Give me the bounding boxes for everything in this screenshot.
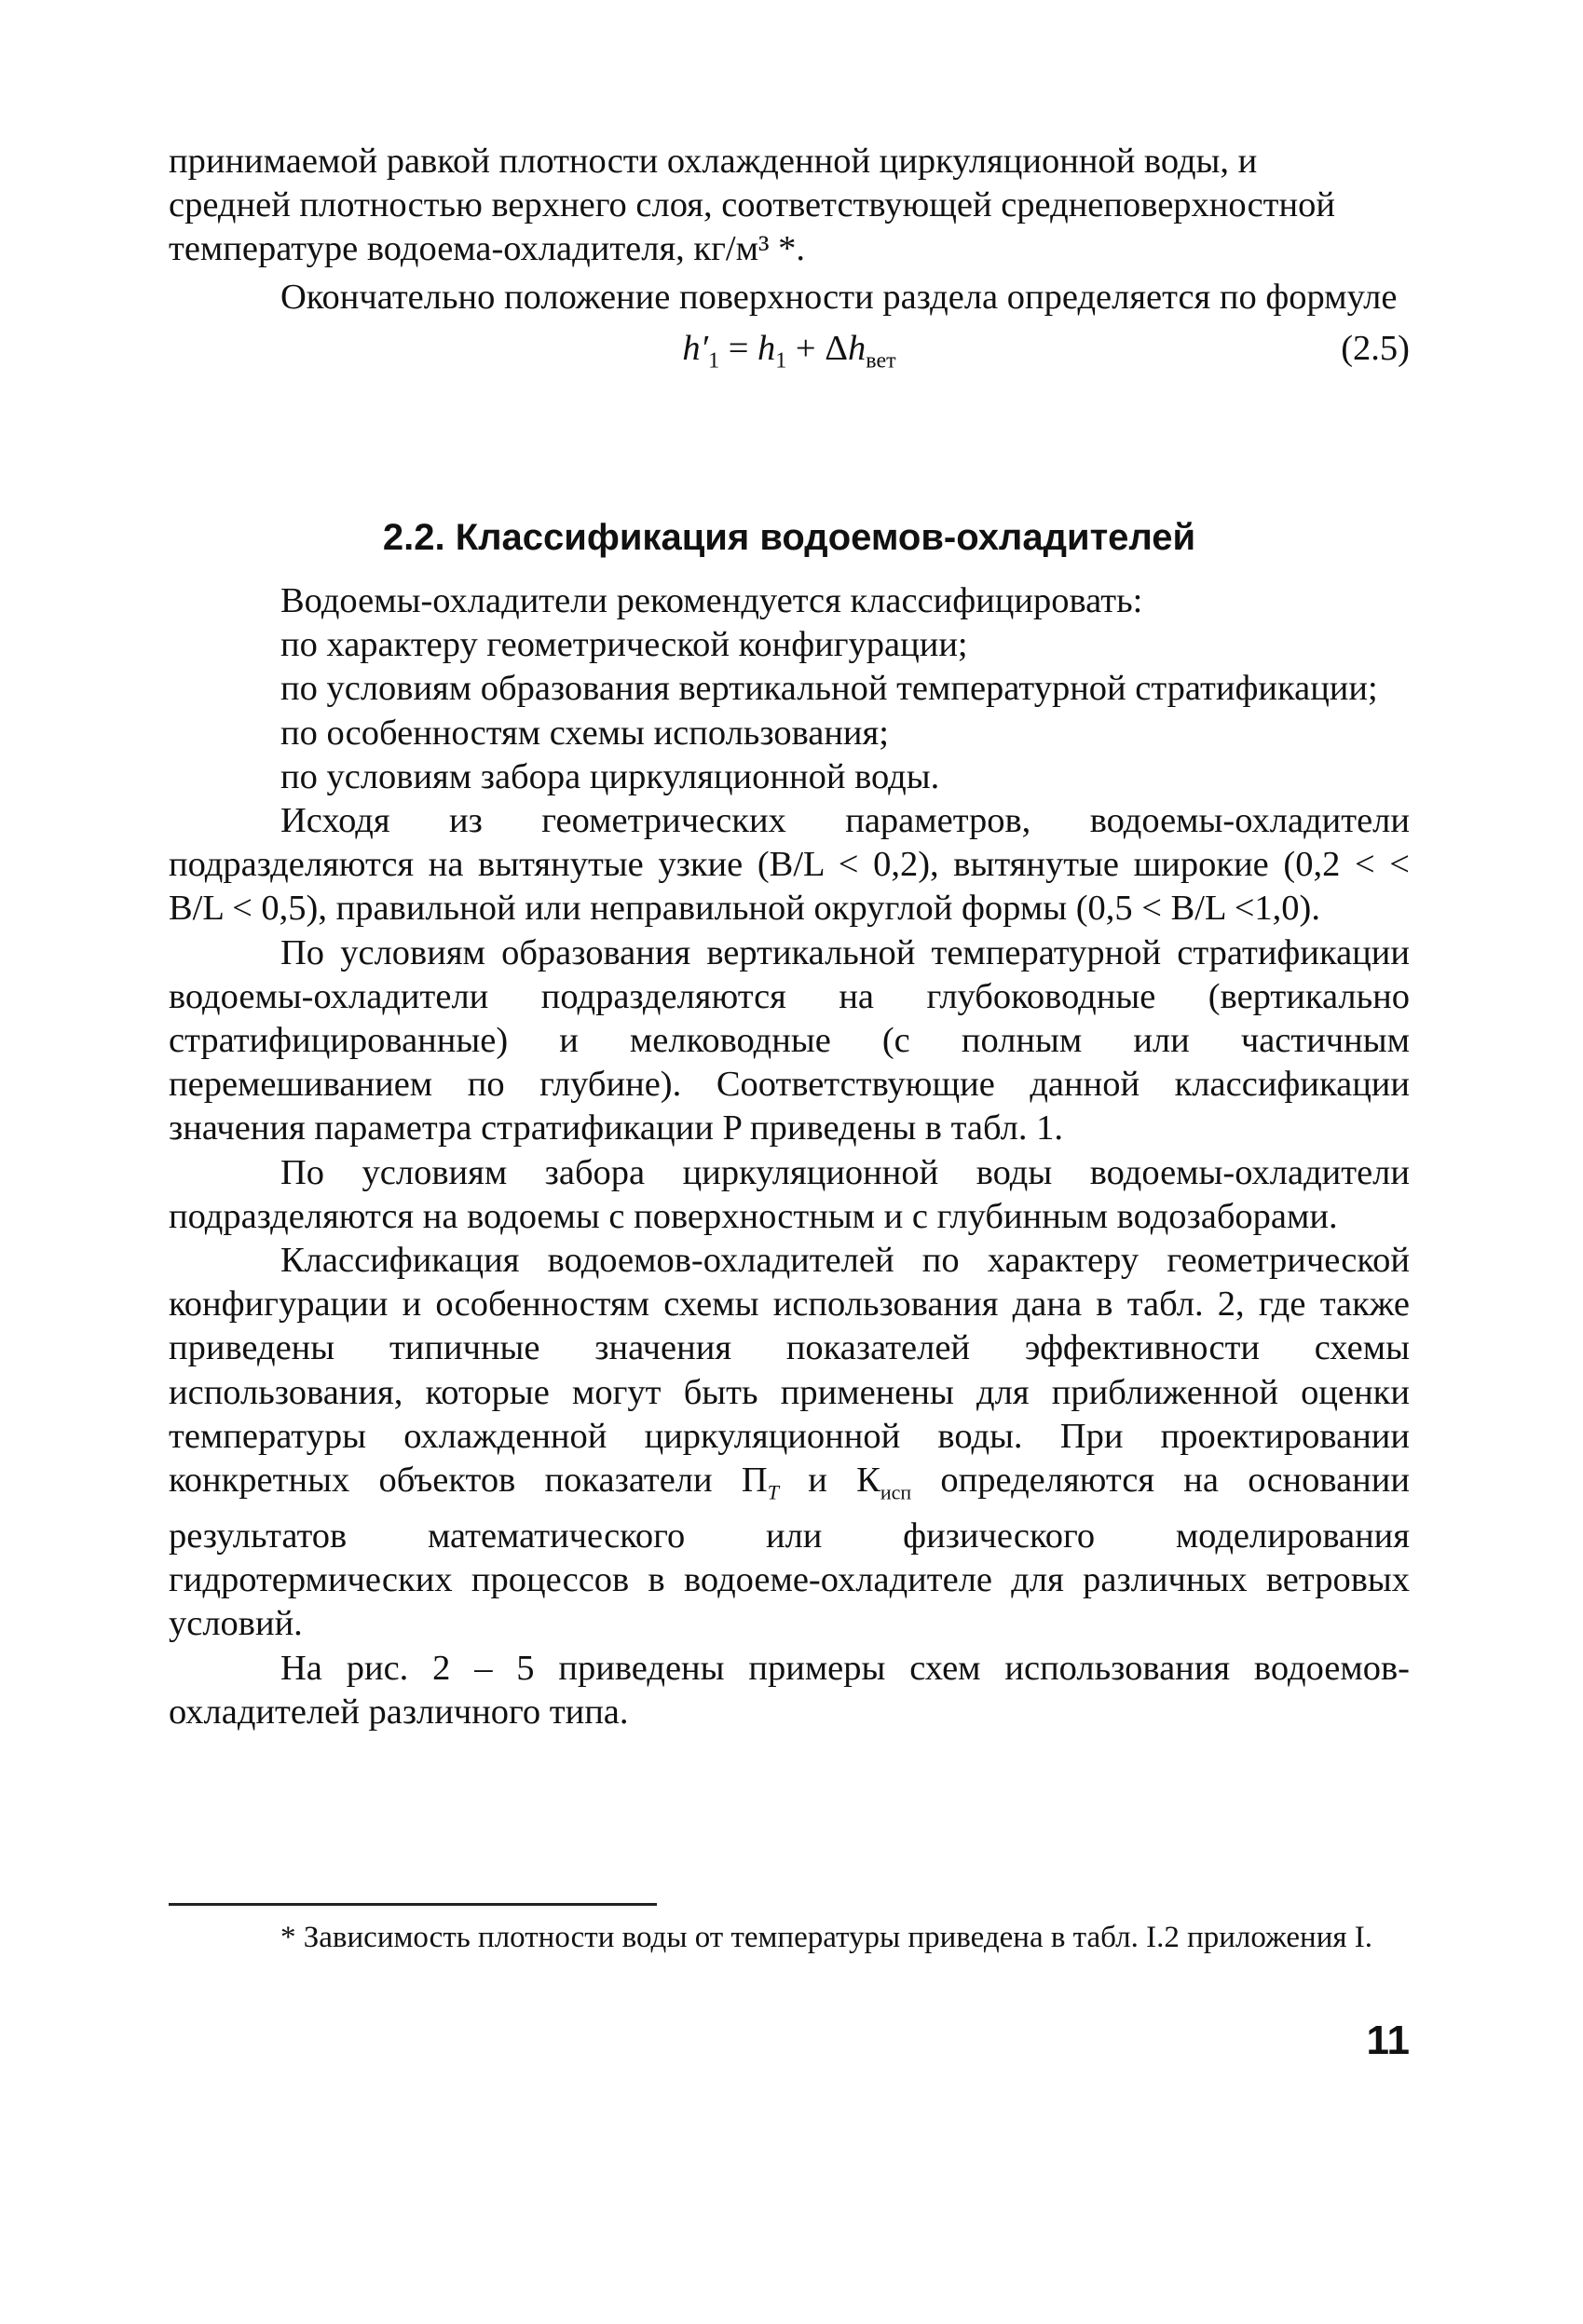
section-heading: 2.2. Классификация водоемов-охладителей [382, 517, 1196, 558]
equation-number: (2.5) [1341, 328, 1410, 368]
criteria-item: по условиям образования вертикальной температурной стратификации; [280, 669, 1378, 709]
criteria-item: по условиям забора циркуляционной воды. [280, 756, 940, 796]
criteria-item: по особенностям схемы использования; [280, 713, 889, 753]
paragraph-intake: По условиям забора циркуляционной воды водоемы-охладители подразделяются на водоемы с поверхностным и с глубинным водозаборами. [169, 1152, 1410, 1236]
footnote-divider [169, 1903, 657, 1906]
classify-intro: Водоемы-охладители рекомендуется классифицировать: [280, 581, 1143, 620]
body-text-top [169, 140, 1410, 394]
criteria-item: по характеру геометрической конфигурации; [280, 625, 968, 665]
paragraph-final-position: Окончательно положение поверхности раздела определяется по формуле [280, 277, 1398, 317]
paragraph-line: температуре водоема-охладителя, кг/м³ *. [169, 229, 806, 269]
footnote: * Зависимость плотности воды от температуры приведена в табл. I.2 приложения I. [280, 1921, 1373, 1954]
paragraph-stratification: По условиям образования вертикальной температурной стратификации водоемы-охладители подразделяются на глубоководные (вертикально стратифицированные) и мелководные (с полным или частичным перемешиванием по глубине). Соответствующие данной классификации значения параметра стратификации P приведены в табл. 1. [169, 932, 1410, 1148]
paragraph-line: принимаемой равкой плотности охлажденной циркуляционной воды, и [169, 142, 1258, 181]
page-number: 11 [1366, 2018, 1410, 2063]
formula-row [169, 325, 1410, 394]
formula-2-5: $h'_1 = h_1 + \Delta h_{вет}$ [682, 328, 896, 374]
paragraph-table2: Классификация водоемов-охладителей по характеру геометрической конфигурации и особенностям схемы использования дана в табл. 2, где также приведены типичные значения показателей эффективности схемы использования, которые могут быть применены для приближенной оценки температуры охлажденной циркуляционной воды. При проектировании конкретных объектов показатели $П_T$ и $К_{исп}$ определяются на основании результатов математического или физического моделирования гидротермических процессов в водоеме-охладителе для различных ветровых условий. [169, 1241, 1410, 1644]
paragraph-line: средней плотностью верхнего слоя, соответствующей среднеповерхностной [169, 185, 1335, 225]
paragraph-geometry: Исходя из геометрических параметров, водоемы-охладители подразделяются на вытянутые узкие (B/L < 0,2), вытянутые широкие (0,2 < < B/L < 0,5), правильной или неправильной округлой формы (0,5 < B/L <1,0). [169, 801, 1410, 929]
paragraph-figures: На рис. 2 – 5 приведены примеры схем использования водоемов-охладителей различного типа. [169, 1648, 1410, 1732]
body-text-main [169, 579, 1410, 1734]
